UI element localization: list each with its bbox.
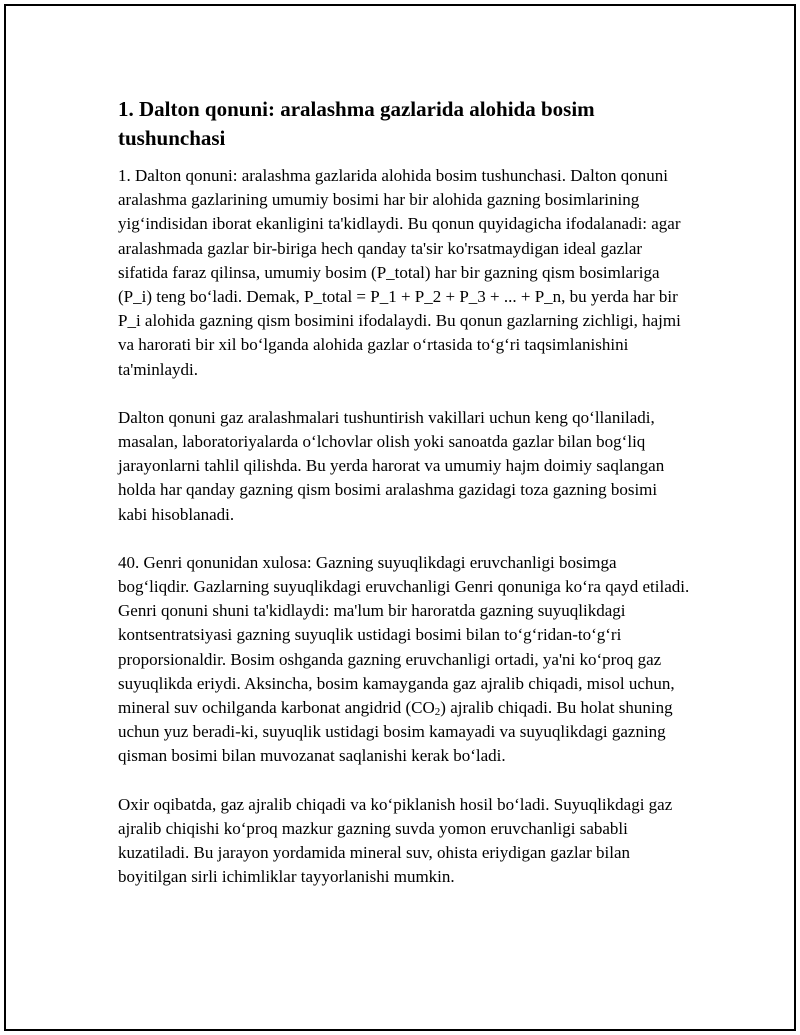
- co2-subscript: 2: [434, 706, 441, 719]
- paragraph-dalton-applications: Dalton qonuni gaz aralashmalari tushuntirish vakillari uchun keng qo‘llaniladi, masalan, laboratoriyalarda o‘lchovlar olish yoki sanoatda gazlar bilan bog‘liq jarayonlarni tahlil qilishda. Bu yerda harorat va umumiy hajm doimiy saqlangan holda har qanday gazning qism bosimi aralashma gazidagi toza gazning bosimi kabi hisoblanadi.: [118, 407, 665, 524]
- section-heading: 1. Dalton qonuni: aralashma gazlarida alohida bosim tushunchasi: [118, 97, 595, 150]
- paragraph-henry-law-text-start: 40. Genri qonunidan xulosa: Gazning suyuqlikdagi eruvchanligi bosimga bog‘liqdir. Gazlarning suyuqlikdagi eruvchanligi Genri qonuniga ko‘ra qayd etiladi. Genri qonuni shuni ta'kidlaydi: ma'lum bir haroratda gazning suyuqlikdagi kontsentratsiyasi gazning suyuqlik ustidagi bosimi bilan to‘g‘ridan-to‘g‘ri proporsionaldir. Bosim oshganda gazning eruvchanligi ortadi, ya'ni ko‘proq gaz suyuqlikda eriydi. Aksincha, bosim kamayganda gaz ajralib chiqadi, misol uchun, mineral suv ochilganda karbonat angidrid (CO: [118, 552, 690, 718]
- paragraph-henry-law: [118, 551, 690, 769]
- document-body: [118, 95, 690, 913]
- paragraph-dalton-law: 1. Dalton qonuni: aralashma gazlarida alohida bosim tushunchasi. Dalton qonuni aralashma gazlarining umumiy bosimi har bir alohida gazning bosimlarining yig‘indisidan iborat ekanligini ta'kidlaydi. Bu qonun quyidagicha ifodalanadi: agar aralashmada gazlar bir-biriga hech qanday ta'sir ko'rsatmaydigan ideal gazlar sifatida faraz qilinsa, umumiy bosim (P_total) har bir gazning qism bosimlariga (P_i) teng bo‘ladi. Demak, P_total = P_1 + P_2 + P_3 + ... + P_n, bu yerda har bir P_i alohida gazning qism bosimini ifodalaydi. Bu qonun gazlarning zichligi, hajmi va harorati bir xil bo‘lganda alohida gazlar o‘rtasida to‘g‘ri taqsimlanishini ta'minlaydi.: [118, 166, 681, 379]
- paragraph-conclusion: Oxir oqibatda, gaz ajralib chiqadi va ko‘piklanish hosil bo‘ladi. Suyuqlikdagi gaz ajralib chiqishi ko‘proq mazkur gazning suvda yomon eruvchanligi sababli kuzatiladi. Bu jarayon yordamida mineral suv, ohista eriydigan gazlar bilan boyitilgan sirli ichimliklar tayyorlanishi mumkin.: [118, 794, 673, 887]
- paragraph-henry-law-text-end: ) ajralib chiqadi. Bu holat shuning uchun yuz beradi-ki, suyuqlik ustidagi bosim kamayadi va suyuqlikdagi gazning qisman bosimi bilan muvozanat saqlanishi kerak bo‘ladi.: [118, 698, 673, 766]
